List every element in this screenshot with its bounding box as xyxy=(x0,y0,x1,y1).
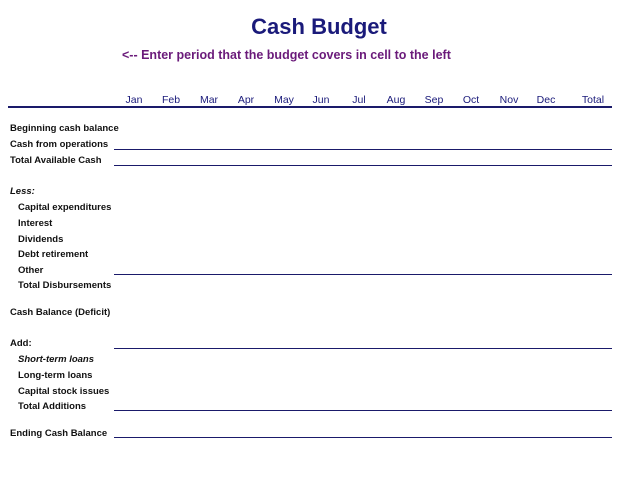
column-jul: Jul xyxy=(352,94,366,106)
row-capital-stock-issues: Capital stock issues xyxy=(18,386,110,397)
row-rule xyxy=(114,437,612,438)
column-jan: Jan xyxy=(125,94,143,106)
row-rule xyxy=(114,165,612,166)
row-rule xyxy=(114,274,612,275)
column-total: Total xyxy=(581,94,605,106)
row-dividends: Dividends xyxy=(18,234,64,245)
column-sep: Sep xyxy=(424,94,444,106)
section-add: Add: xyxy=(10,338,32,349)
column-feb: Feb xyxy=(161,94,181,106)
row-capital-expenditures: Capital expenditures xyxy=(18,202,112,213)
column-nov: Nov xyxy=(499,94,519,106)
row-total-available-cash: Total Available Cash xyxy=(10,155,102,166)
row-rule xyxy=(114,348,612,349)
column-jun: Jun xyxy=(312,94,330,106)
row-debt-retirement: Debt retirement xyxy=(18,249,89,260)
column-dec: Dec xyxy=(536,94,556,106)
column-mar: Mar xyxy=(199,94,219,106)
row-beginning-cash-balance: Beginning cash balance xyxy=(10,123,119,134)
row-short-term-loans: Short-term loans xyxy=(18,354,95,365)
row-cash-balance-deficit: Cash Balance (Deficit) xyxy=(10,307,111,318)
column-oct: Oct xyxy=(462,94,480,106)
section-less: Less: xyxy=(10,186,35,197)
row-rule xyxy=(114,410,612,411)
row-long-term-loans: Long-term loans xyxy=(18,370,93,381)
row-interest: Interest xyxy=(18,218,53,229)
header-divider xyxy=(8,106,612,108)
row-total-disbursements: Total Disbursements xyxy=(18,280,112,291)
column-aug: Aug xyxy=(386,94,406,106)
page-title: Cash Budget xyxy=(251,14,387,39)
row-total-additions: Total Additions xyxy=(18,401,87,412)
column-apr: Apr xyxy=(237,94,255,106)
column-may: May xyxy=(274,94,294,106)
period-instruction: <-- Enter period that the budget covers in cell to the left xyxy=(122,48,451,62)
row-other: Other xyxy=(18,265,44,276)
row-cash-from-operations: Cash from operations xyxy=(10,139,109,150)
row-rule xyxy=(114,149,612,150)
row-ending-cash-balance: Ending Cash Balance xyxy=(10,428,108,439)
